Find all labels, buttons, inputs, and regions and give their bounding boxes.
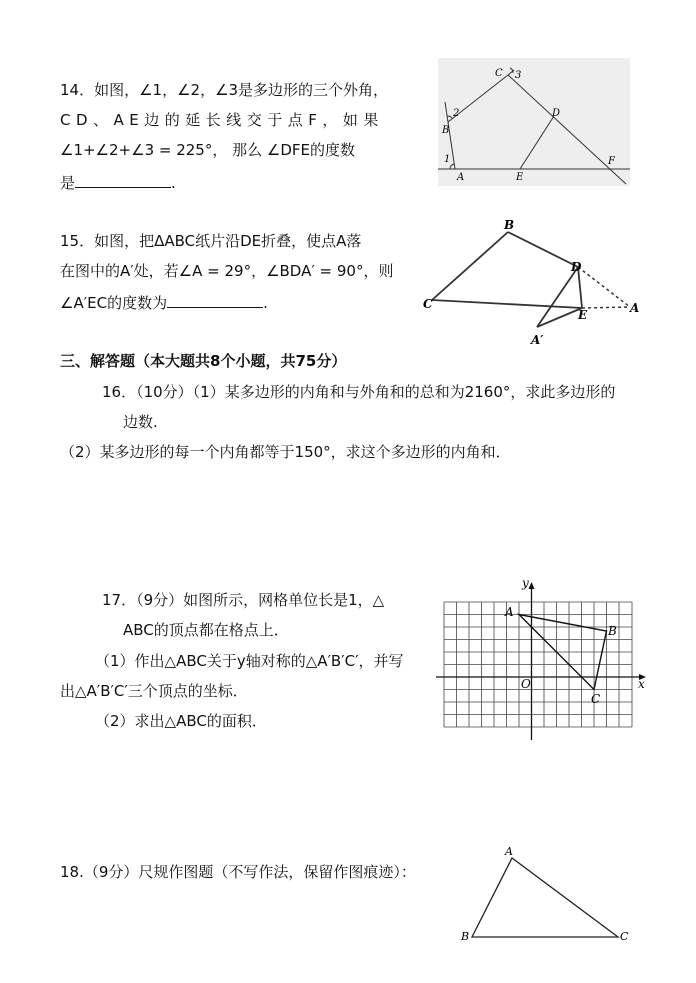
q15-label-c: C — [423, 297, 433, 311]
q17-label-a: A — [505, 605, 514, 619]
q15-line-3 — [60, 291, 268, 313]
q14-suffix: . — [171, 174, 176, 192]
q17-label-x: x — [638, 677, 645, 691]
q15-edge-ce — [432, 300, 582, 308]
q15-label-b: B — [504, 218, 515, 232]
q14-label-c: C — [495, 68, 503, 79]
q14-line-1: 14．如图，∠1，∠2，∠3是多边形的三个外角， — [60, 81, 389, 99]
q15-edge-bd — [508, 232, 578, 267]
q14-label-f: F — [608, 156, 615, 167]
q18-label-a: A — [505, 845, 513, 858]
q15-edge-cb — [432, 232, 508, 300]
q16-line-3: （2）某多边形的每一个内角都等于150°，求这个多边形的内角和． — [60, 443, 511, 461]
q14-figure-background — [438, 58, 630, 186]
q17-label-o: O — [521, 677, 531, 691]
q15-dashed-da — [578, 267, 630, 307]
q14-label-1: 1 — [444, 154, 451, 165]
q17-label-y: y — [522, 576, 529, 590]
q14-answer-blank[interactable] — [75, 171, 171, 188]
q17-y-axis-arrow — [529, 582, 535, 589]
q15-fold-figure — [420, 216, 650, 350]
q14-polygon-figure — [438, 58, 630, 186]
q15-suffix: . — [263, 294, 268, 312]
q15-dashed-ea — [582, 307, 630, 308]
q17-line-3: （1）作出△ABC关于y轴对称的△A′B′C′，并写 — [95, 652, 404, 670]
q14-label-d: D — [552, 108, 561, 119]
q15-prefix: ∠A′EC的度数为 — [60, 294, 168, 312]
q18-label-b: B — [461, 930, 470, 943]
q17-grid-lines — [444, 602, 632, 727]
q18-line-1: 18.（9分）尺规作图题（不写作法，保留作图痕迹）： — [60, 863, 416, 881]
q15-line-2: 在图中的A′处，若∠A = 29°，∠BDA′ = 90°，则 — [60, 262, 394, 280]
q14-label-b: B — [442, 125, 450, 136]
q17-label-b: B — [608, 624, 617, 638]
q14-line-4 — [60, 171, 176, 193]
q17-grid-figure — [432, 572, 654, 744]
q16-line-2: 边数. — [123, 413, 158, 431]
q14-label-2: 2 — [453, 108, 460, 119]
q14-line-3: ∠1+∠2+∠3 = 225°， 那么 ∠DFE的度数 — [60, 141, 355, 159]
q17-line-4: 出△A′B′C′三个顶点的坐标． — [60, 682, 248, 700]
q14-label-a: A — [457, 172, 465, 183]
q18-label-c: C — [620, 930, 629, 943]
q15-answer-blank[interactable] — [167, 291, 263, 308]
q14-line-2: CD、AE边的延长线交于点F，如果 — [60, 111, 384, 129]
q17-line-1: 17．（9分）如图所示，网格单位长是1，△ — [102, 591, 385, 609]
q18-triangle-figure — [456, 842, 636, 946]
section-3-title: 三、解答题（本大题共8个小题，共75分） — [60, 352, 347, 370]
q17-line-2: ABC的顶点都在格点上． — [123, 621, 289, 639]
q16-line-1: 16．（10分）（1）某多边形的内角和与外角和的总和为2160°，求此多边形的 — [102, 383, 616, 401]
q17-line-5: （2）求出△ABC的面积． — [95, 712, 267, 730]
q15-label-e: E — [578, 308, 588, 322]
q15-label-a-prime: A′ — [531, 333, 544, 347]
q18-triangle-abc — [472, 858, 618, 937]
q14-label-e: E — [516, 172, 524, 183]
q15-label-a: A — [630, 301, 640, 315]
q15-line-1: 15．如图，把ΔABC纸片沿DE折叠，使点A落 — [60, 232, 362, 250]
q17-label-c: C — [591, 692, 601, 706]
q15-label-d: D — [571, 260, 582, 274]
q14-prefix: 是 — [60, 174, 76, 192]
q14-label-3: 3 — [515, 70, 522, 81]
